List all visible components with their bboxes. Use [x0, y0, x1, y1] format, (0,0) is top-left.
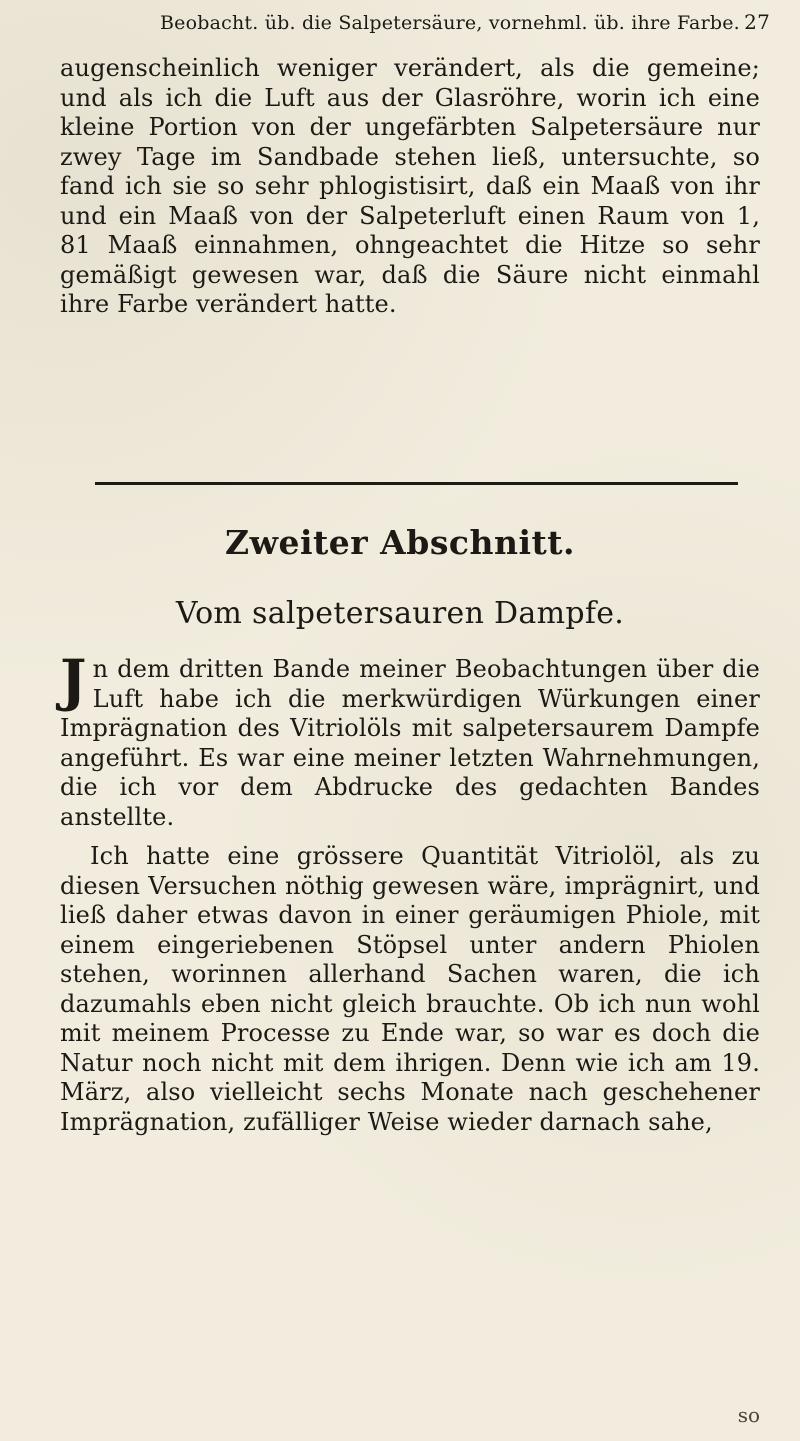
running-title: Beobacht. üb. die Salpetersäure, vornehml. üb. ihre Farbe.: [160, 12, 740, 34]
running-head: [160, 10, 770, 34]
section-subtitle: Vom salpetersauren Dampfe.: [175, 596, 625, 631]
paragraph-text: n dem dritten Bande meiner Beobachtungen über die Luft habe ich die merkwürdigen Würkungen einer Imprägnation des Vitriolöls mit salpetersaurem Dampfe angeführt. Es war eine meiner letzten Wahrnehmungen, die ich vor dem Abdrucke des gedachten Bandes anstellte.: [60, 655, 760, 831]
paragraph-text: augenscheinlich weniger verändert, als die gemeine; und als ich die Luft aus der Glasröhre, worin ich eine kleine Portion von der ungefärbten Salpetersäure nur zwey Tage im Sandbade stehen ließ, untersuchte, so fand ich sie so sehr phlogistisirt, daß ein Maaß von ihr und ein Maaß von der Salpeterluft einen Raum von 1, 81 Maaß einnahmen, ohngeachtet die Hitze so sehr gemäßigt gewesen war, daß die Säure nicht einmahl ihre Farbe verändert hatte.: [60, 54, 760, 318]
section-heading: Zweiter Abschnitt.: [225, 523, 575, 562]
drop-cap: J: [60, 648, 87, 714]
catchword: so: [737, 1403, 760, 1427]
page-number: 27: [744, 10, 770, 34]
first-body-paragraph: [60, 648, 760, 832]
second-body-paragraph: Ich hatte eine grössere Quantität Vitriolöl, als zu diesen Versuchen nöthig gewesen wäre, imprägnirt, und ließ daher etwas davon in einer geräumigen Phiole, mit einem eingeriebenen Stöpsel unter andern Phiolen stehen, worinnen allerhand Sachen waren, die ich dazumahls eben nicht gleich brauchte. Ob ich nun wohl mit meinem Processe zu Ende war, so war es doch die Natur noch nicht mit dem ihrigen. Denn wie ich am 19. März, also vielleicht sechs Monate nach geschehener Imprägnation, zufälliger Weise wieder darnach sahe,: [60, 842, 760, 1136]
opening-paragraph: [60, 54, 760, 320]
section-body: [60, 648, 760, 1137]
section-divider-rule: [95, 482, 738, 485]
